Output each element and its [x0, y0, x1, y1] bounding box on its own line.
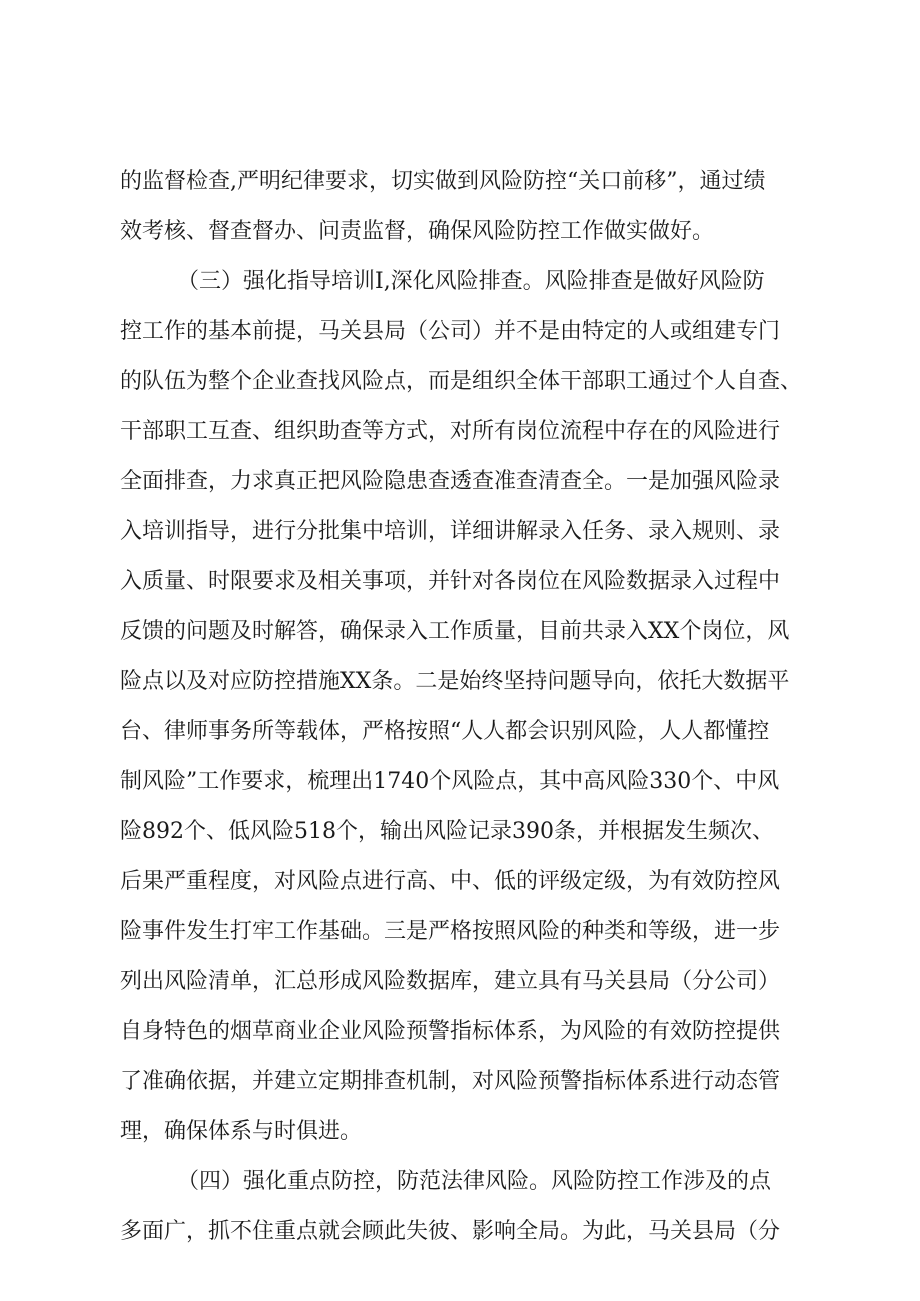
line-text: 险892个、低风险518个，输出风险记录390条，并根据发生频次、 [120, 819, 774, 844]
line-text: （三）强化指导培训I,深化风险排查。风险排查是做好风险防 [177, 269, 765, 294]
text-line [0, 312, 920, 352]
text-line [0, 1012, 920, 1052]
text-line [0, 212, 920, 252]
text-line [0, 1062, 920, 1102]
text-line [0, 712, 920, 752]
line-text: 的监督检查,严明纪律要求，切实做到风险防控“关口前移”，通过绩 [120, 169, 766, 194]
line-text: 入培训指导，进行分批集中培训，详细讲解录入任务、录入规则、录 [120, 519, 781, 544]
paragraph-start-line [0, 262, 920, 302]
line-text: 自身特色的烟草商业企业风险预警指标体系，为风险的有效防控提供 [120, 1019, 781, 1044]
line-text: 列出风险清单，汇总形成风险数据库，建立具有马关县局（分公司） [120, 969, 781, 994]
line-text: （四）强化重点防控，防范法律风险。风险防控工作涉及的点 [177, 1169, 772, 1194]
text-line [0, 762, 920, 802]
text-line [0, 412, 920, 452]
text-line [0, 912, 920, 952]
line-text: 全面排查，力求真正把风险隐患查透查准查清查全。一是加强风险录 [120, 469, 781, 494]
text-line [0, 1112, 920, 1152]
text-line [0, 362, 920, 402]
text-line [0, 512, 920, 552]
paragraph-start-line [0, 1162, 920, 1202]
line-text: 入质量、时限要求及相关事项，并针对各岗位在风险数据录入过程中 [120, 569, 781, 594]
line-text: 反馈的问题及时解答，确保录入工作质量，目前共录入XX个岗位，风 [120, 619, 790, 644]
line-text: 了准确依据，并建立定期排查机制，对风险预警指标体系进行动态管 [120, 1069, 781, 1094]
line-text: 险事件发生打牢工作基础。三是严格按照风险的种类和等级，进一步 [120, 919, 781, 944]
text-line [0, 962, 920, 1002]
text-line [0, 862, 920, 902]
line-text: 的队伍为整个企业查找风险点，而是组织全体干部职工通过个人自查、 [120, 369, 803, 394]
line-text: 多面广，抓不住重点就会顾此失彼、影响全局。为此，马关县局（分 [120, 1219, 781, 1244]
line-text: 效考核、督查督办、问责监督，确保风险防控工作做实做好。 [120, 219, 715, 244]
text-line [0, 162, 920, 202]
line-text: 制风险”工作要求，梳理出1740个风险点，其中高风险330个、中风 [120, 769, 780, 794]
line-text: 理，确保体系与时俱进。 [120, 1119, 363, 1144]
line-text: 后果严重程度，对风险点进行高、中、低的评级定级，为有效防控风 [120, 869, 781, 894]
text-line [0, 462, 920, 502]
line-text: 干部职工互查、组织助查等方式，对所有岗位流程中存在的风险进行 [120, 419, 781, 444]
line-text: 控工作的基本前提，马关县局（公司）并不是由特定的人或组建专门 [120, 319, 781, 344]
line-text: 险点以及对应防控措施XX条。二是始终坚持问题导向，依托大数据平 [120, 669, 790, 694]
text-line [0, 812, 920, 852]
text-line [0, 1212, 920, 1252]
text-line [0, 562, 920, 602]
text-line [0, 662, 920, 702]
text-line [0, 612, 920, 652]
line-text: 台、律师事务所等载体，严格按照“人人都会识别风险，人人都懂控 [120, 719, 770, 744]
